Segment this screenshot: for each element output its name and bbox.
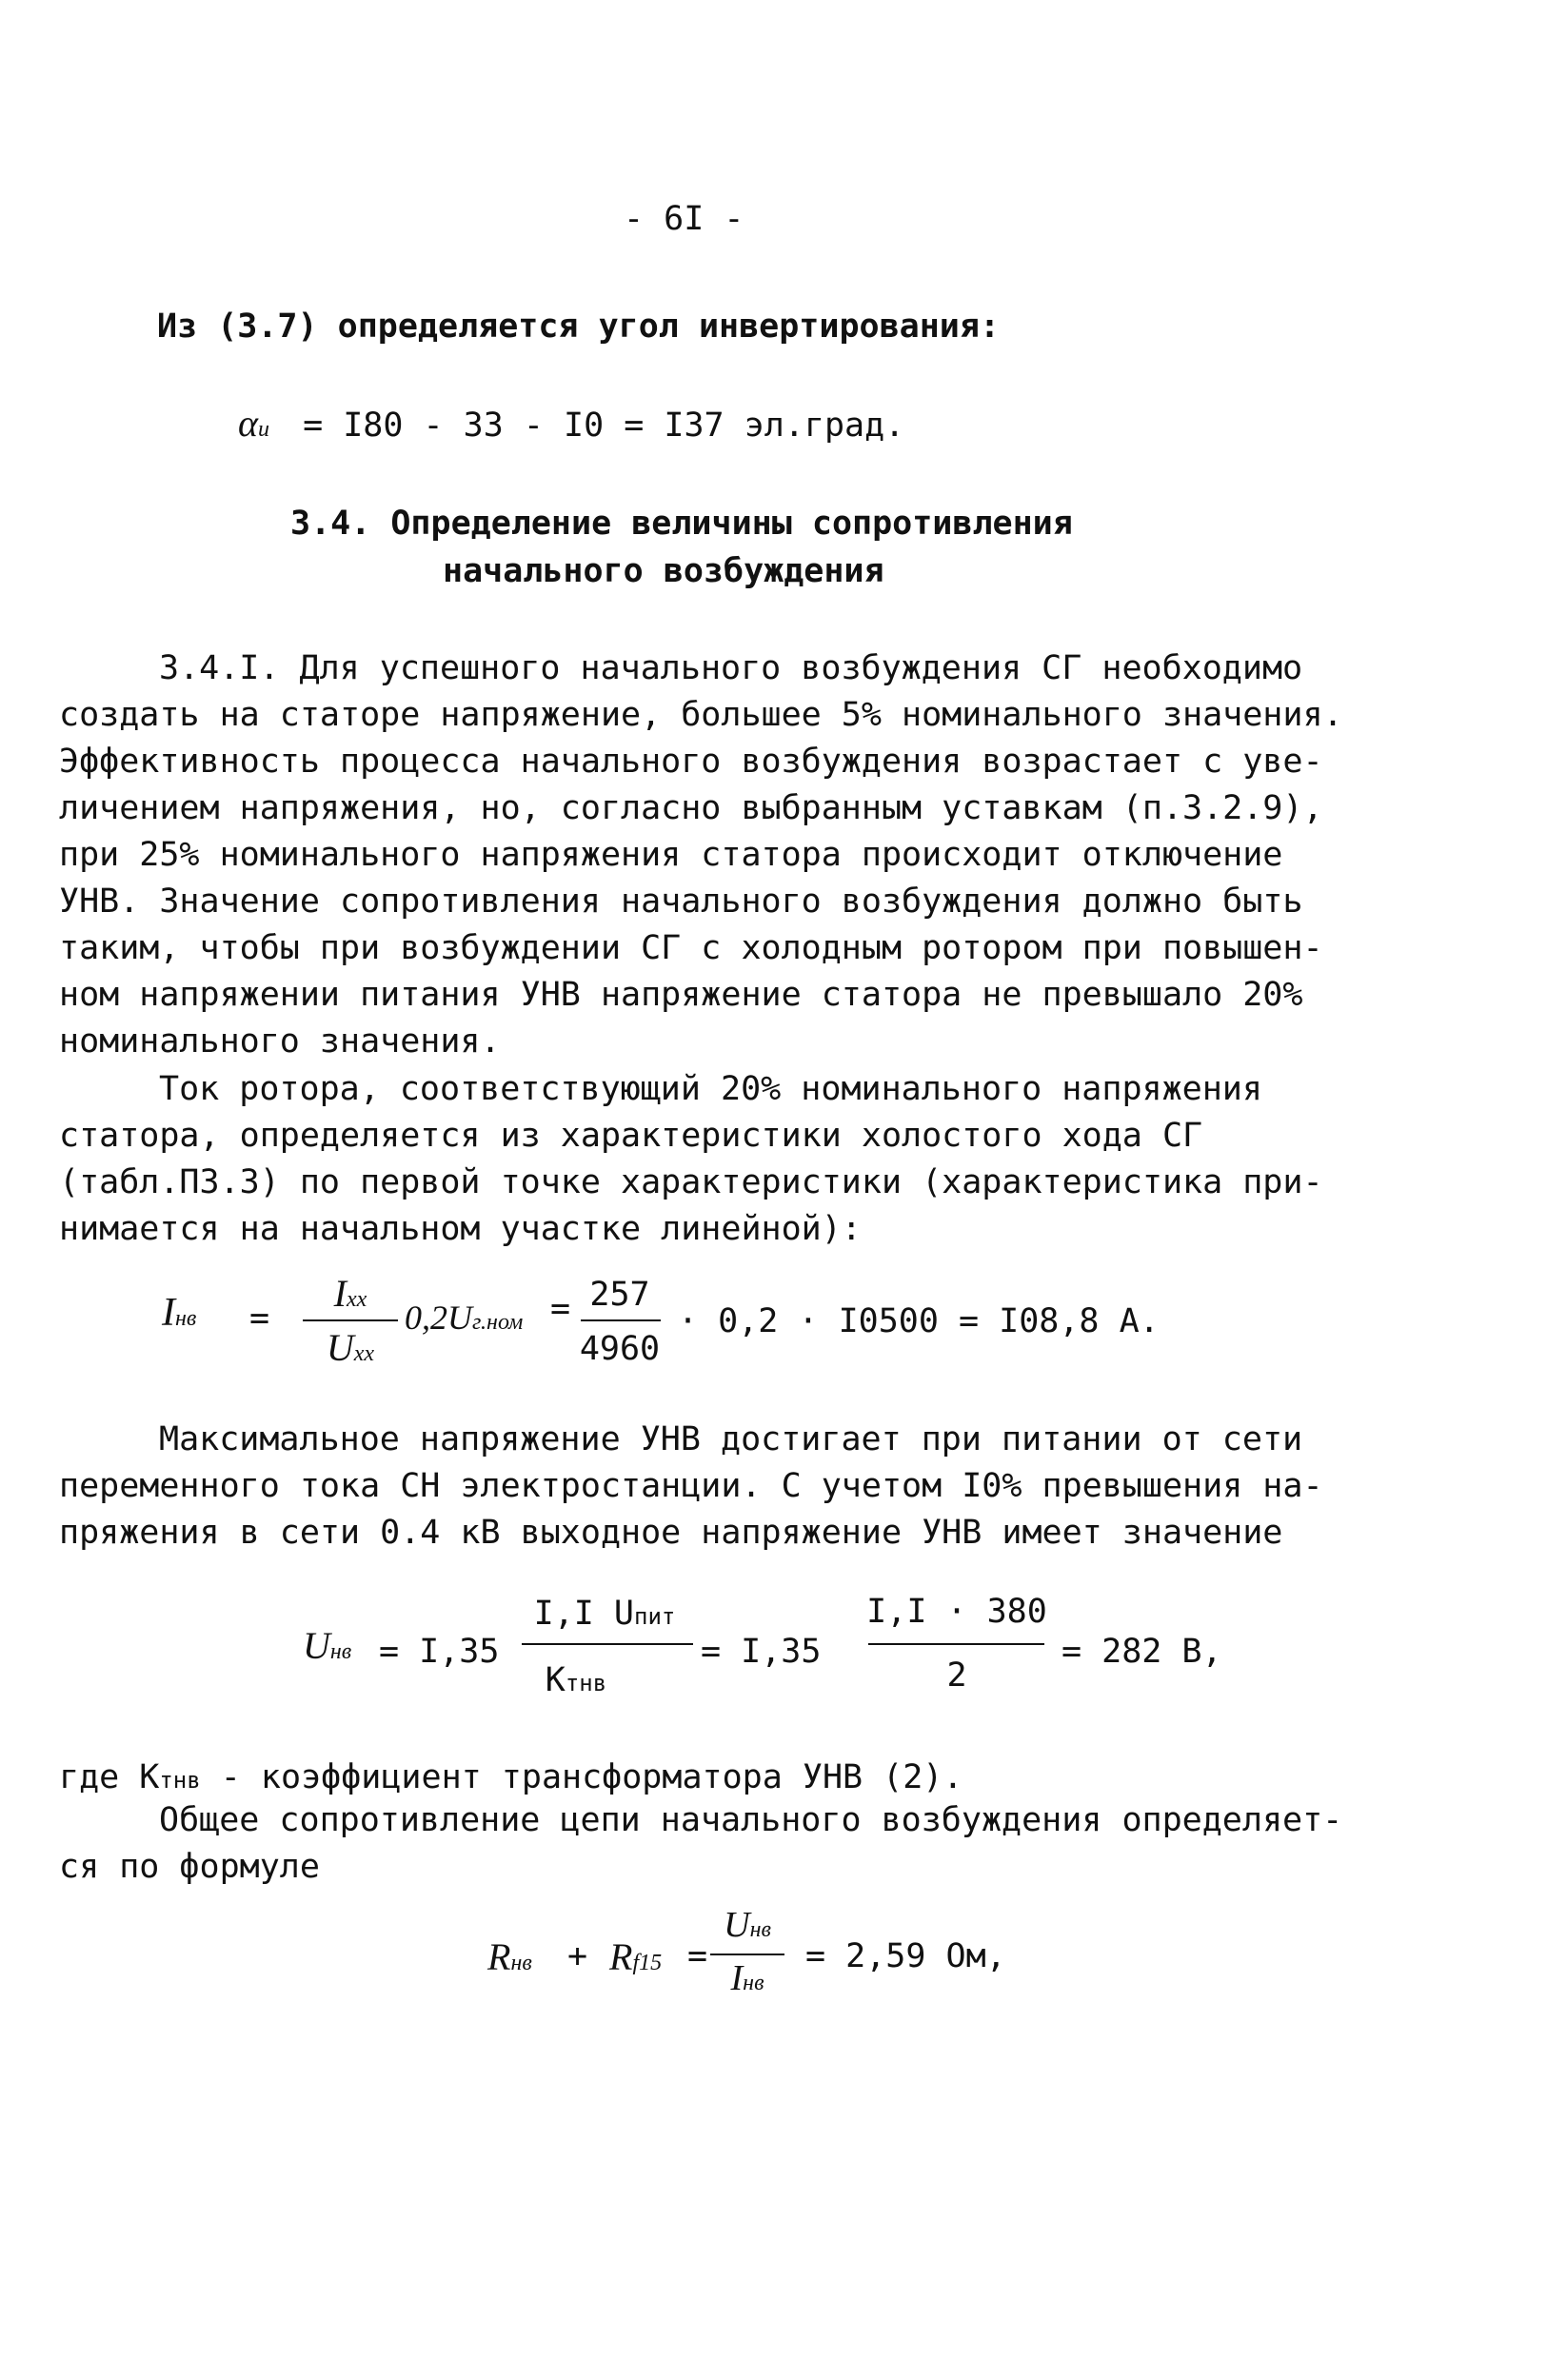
f2-den-a-sub: тнв	[565, 1670, 607, 1696]
alpha-expression: = I80 - 33 - I0 = I37 эл.град.	[303, 407, 905, 445]
f3-den-sub: нв	[743, 1971, 764, 1995]
f3-plus: +	[567, 1937, 588, 1975]
where-sub: тнв	[159, 1767, 201, 1794]
f3-r2: R	[609, 1935, 633, 1978]
f3-den: I	[730, 1958, 744, 1998]
f3-num-sub: нв	[749, 1917, 771, 1942]
f1-tail: · 0,2 · I0500 = I08,8 A.	[678, 1302, 1160, 1340]
f2-fraction-bar-b	[868, 1643, 1044, 1645]
f3-fraction-bar	[710, 1954, 784, 1955]
where-prefix: где К	[59, 1758, 160, 1796]
alpha-formula	[238, 400, 904, 453]
f1-den: U	[326, 1326, 354, 1369]
alpha-subscript: и	[258, 417, 269, 442]
f2-lhs: U	[303, 1624, 330, 1667]
paragraph-3	[59, 1417, 1323, 1557]
f1-num: I	[333, 1272, 347, 1315]
text-line: при 25% номинального напряжения статора происходит отключение	[59, 836, 1283, 874]
f1-mid: 0,2U	[405, 1299, 472, 1337]
f1-eq: =	[249, 1299, 270, 1338]
f1-fraction-bar	[303, 1319, 398, 1321]
f2-fraction-bar-a	[522, 1643, 693, 1645]
f3-r2-sub: f15	[632, 1951, 663, 1975]
where-rest: - коэффициент трансформатора УНВ (2).	[200, 1758, 963, 1796]
text-line: нимается на начальном участке линейной):	[59, 1210, 862, 1248]
f3-num: U	[724, 1905, 750, 1945]
f2-tail: = 282 В,	[1062, 1633, 1222, 1671]
f2-lhs-sub: нв	[329, 1639, 352, 1664]
text-line: таким, чтобы при возбуждении СГ с холодным ротором при повышен-	[59, 929, 1323, 967]
f1-den-sub: xx	[353, 1341, 375, 1366]
f1-num-sub: xx	[347, 1287, 367, 1312]
text-line: создать на статоре напряжение, большее 5% номинального значения.	[59, 696, 1343, 734]
f3-tail: = 2,59 Ом,	[805, 1937, 1006, 1975]
text-line: номинального значения.	[59, 1022, 501, 1061]
text-line: переменного тока СН электростанции. С учетом I0% превышения на-	[59, 1467, 1323, 1505]
text-line: пряжения в сети 0.4 кВ выходное напряжение УНВ имеет значение	[59, 1514, 1283, 1552]
text-line: Максимальное напряжение УНВ достигает при питании от сети	[159, 1420, 1303, 1458]
f1-mid-sub: г.ном	[472, 1310, 524, 1335]
f2-den-b: 2	[946, 1656, 967, 1695]
f2-coef: = I,35	[379, 1633, 500, 1671]
f3-r1: R	[487, 1935, 511, 1978]
text-line: ся по формуле	[59, 1848, 320, 1886]
text-line: Ток ротора, соответствующий 20% номинального напряжения	[159, 1070, 1262, 1108]
f2-den-a: К	[545, 1661, 566, 1699]
paragraph-4	[59, 1797, 1343, 1891]
section-heading: 3.4. Определение величины сопротивления	[290, 505, 1073, 543]
paragraph-2	[59, 1066, 1323, 1253]
f2-num-b: I,I · 380	[866, 1593, 1047, 1631]
intro-line: Из (3.7) определяется угол инвертирования:	[157, 307, 1001, 346]
f2-num-a-sub: пит	[634, 1603, 676, 1630]
text-line: личением напряжения, но, согласно выбранным уставкам (п.3.2.9),	[59, 789, 1323, 827]
f1-fraction-bar-2	[581, 1319, 661, 1321]
f1-lhs: I	[162, 1291, 175, 1335]
text-line: 3.4.I. Для успешного начального возбуждения СГ необходимо	[159, 649, 1303, 687]
f1-lhs-sub: нв	[175, 1306, 197, 1331]
alpha-symbol: α	[238, 402, 258, 445]
text-line: Общее сопротивление цепи начального возбуждения определяет-	[159, 1801, 1343, 1839]
text-line: (табл.П3.3) по первой точке характеристики (характеристика при-	[59, 1163, 1323, 1201]
f2-coef2: = I,35	[701, 1633, 822, 1671]
f1-eq2: =	[550, 1290, 571, 1328]
f1-num2: 257	[589, 1276, 650, 1314]
section-heading-line2: начального возбуждения	[443, 552, 884, 590]
f1-den2: 4960	[579, 1330, 661, 1368]
text-line: УНВ. Значение сопротивления начального возбуждения должно быть	[59, 883, 1303, 921]
page-number: - 6I -	[624, 200, 744, 238]
f3-r1-sub: нв	[510, 1951, 532, 1975]
f3-eq: =	[687, 1937, 708, 1975]
text-line: статора, определяется из характеристики холостого хода СГ	[59, 1117, 1203, 1155]
paragraph-1	[59, 645, 1343, 1065]
text-line: ном напряжении питания УНВ напряжение статора не превышало 20%	[59, 976, 1303, 1014]
f2-num-a: I,I U	[533, 1595, 634, 1633]
text-line: Эффективность процесса начального возбуждения возрастает с уве-	[59, 743, 1323, 781]
